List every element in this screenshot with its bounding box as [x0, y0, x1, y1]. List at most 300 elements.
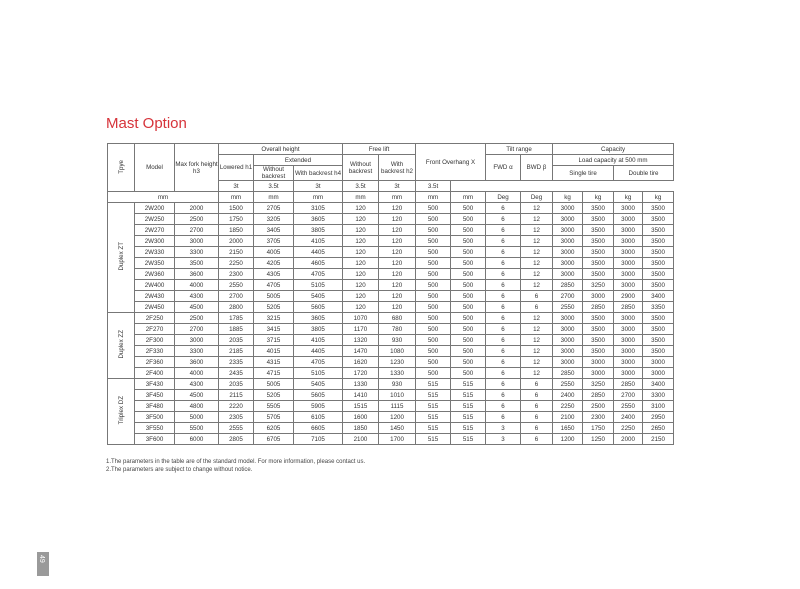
model-cell: 2W360 — [135, 269, 175, 280]
value-cell: 120 — [343, 236, 379, 247]
value-cell: 6 — [486, 368, 521, 379]
value-cell: 2850 — [553, 280, 583, 291]
table-row — [108, 390, 674, 401]
value-cell: 2300 — [583, 412, 614, 423]
value-cell: 5605 — [294, 390, 343, 401]
value-cell: 2550 — [553, 379, 583, 390]
value-cell: 3600 — [175, 357, 219, 368]
value-cell: 500 — [416, 280, 451, 291]
table-row — [108, 357, 674, 368]
value-cell: 3000 — [643, 357, 674, 368]
value-cell: 3500 — [175, 258, 219, 269]
value-cell: 500 — [451, 313, 486, 324]
value-cell: 120 — [379, 291, 416, 302]
value-cell: 6 — [521, 401, 553, 412]
model-cell: 2W330 — [135, 247, 175, 258]
value-cell: 2850 — [614, 302, 643, 313]
header-free-lift: Free lift — [343, 144, 416, 155]
value-cell: 6205 — [254, 423, 294, 434]
value-cell: 1450 — [379, 423, 416, 434]
value-cell: 2650 — [643, 423, 674, 434]
value-cell: 4405 — [294, 247, 343, 258]
unit-cell: mm — [379, 192, 416, 203]
table-row — [108, 203, 674, 214]
value-cell: 6 — [486, 280, 521, 291]
value-cell: 2150 — [643, 434, 674, 445]
value-cell: 4705 — [254, 280, 294, 291]
header-overhang-3t: 3t — [219, 181, 254, 192]
table-row — [108, 423, 674, 434]
value-cell: 3250 — [583, 379, 614, 390]
value-cell: 6 — [521, 390, 553, 401]
value-cell: 5405 — [294, 291, 343, 302]
value-cell: 12 — [521, 313, 553, 324]
value-cell: 2220 — [219, 401, 254, 412]
value-cell: 6 — [486, 302, 521, 313]
value-cell: 3300 — [643, 390, 674, 401]
value-cell: 12 — [521, 368, 553, 379]
value-cell: 515 — [451, 390, 486, 401]
value-cell: 2305 — [219, 412, 254, 423]
value-cell: 3500 — [643, 280, 674, 291]
value-cell: 500 — [451, 225, 486, 236]
model-cell: 2F330 — [135, 346, 175, 357]
value-cell: 2250 — [614, 423, 643, 434]
value-cell: 515 — [416, 423, 451, 434]
value-cell: 120 — [343, 247, 379, 258]
value-cell: 3000 — [614, 247, 643, 258]
value-cell: 500 — [451, 368, 486, 379]
value-cell: 4800 — [175, 401, 219, 412]
header-max-fork-height: Max fork height h3 — [175, 144, 219, 192]
unit-cell: mm — [343, 192, 379, 203]
value-cell: 2700 — [175, 324, 219, 335]
value-cell: 3000 — [614, 346, 643, 357]
footnote: 2.The parameters are subject to change without notice. — [106, 467, 253, 473]
header-single-35t: 3.5t — [343, 181, 379, 192]
value-cell: 12 — [521, 203, 553, 214]
value-cell: 4405 — [294, 346, 343, 357]
value-cell: 500 — [416, 236, 451, 247]
header-single-3t: 3t — [294, 181, 343, 192]
header-single-tire: Single tire — [553, 166, 614, 181]
value-cell: 3500 — [583, 247, 614, 258]
header-free-lift-with-backrest: With backrest h2 — [379, 155, 416, 181]
value-cell: 120 — [379, 302, 416, 313]
model-cell: 2F400 — [135, 368, 175, 379]
value-cell: 3715 — [254, 335, 294, 346]
value-cell: 3500 — [643, 258, 674, 269]
value-cell: 2150 — [219, 247, 254, 258]
value-cell: 6 — [486, 324, 521, 335]
value-cell: 500 — [451, 280, 486, 291]
value-cell: 120 — [343, 214, 379, 225]
value-cell: 500 — [416, 225, 451, 236]
value-cell: 3000 — [553, 236, 583, 247]
value-cell: 500 — [451, 291, 486, 302]
value-cell: 4605 — [294, 258, 343, 269]
value-cell: 2115 — [219, 390, 254, 401]
value-cell: 2035 — [219, 379, 254, 390]
value-cell: 1885 — [219, 324, 254, 335]
value-cell: 3000 — [583, 368, 614, 379]
value-cell: 1320 — [343, 335, 379, 346]
value-cell: 4300 — [175, 291, 219, 302]
value-cell: 7105 — [294, 434, 343, 445]
value-cell: 500 — [416, 357, 451, 368]
value-cell: 1200 — [379, 412, 416, 423]
value-cell: 500 — [451, 247, 486, 258]
value-cell: 1070 — [343, 313, 379, 324]
value-cell: 6 — [521, 412, 553, 423]
value-cell: 3000 — [614, 313, 643, 324]
header-double-tire: Double tire — [614, 166, 674, 181]
value-cell: 515 — [451, 412, 486, 423]
table-row — [108, 302, 674, 313]
value-cell: 5000 — [175, 412, 219, 423]
value-cell: 2500 — [175, 313, 219, 324]
value-cell: 2700 — [614, 390, 643, 401]
header-model: Model — [135, 144, 175, 192]
value-cell: 12 — [521, 247, 553, 258]
value-cell: 1720 — [343, 368, 379, 379]
model-cell: 2W400 — [135, 280, 175, 291]
value-cell: 1750 — [219, 214, 254, 225]
value-cell: 2950 — [643, 412, 674, 423]
value-cell: 4205 — [254, 258, 294, 269]
value-cell: 2400 — [553, 390, 583, 401]
value-cell: 3500 — [643, 225, 674, 236]
model-cell: 2W350 — [135, 258, 175, 269]
value-cell: 6705 — [254, 434, 294, 445]
value-cell: 1850 — [343, 423, 379, 434]
value-cell: 3605 — [294, 214, 343, 225]
value-cell: 1010 — [379, 390, 416, 401]
value-cell: 500 — [416, 214, 451, 225]
value-cell: 2000 — [219, 236, 254, 247]
value-cell: 2000 — [175, 203, 219, 214]
unit-cell: kg — [643, 192, 674, 203]
table-row — [108, 346, 674, 357]
value-cell: 2100 — [343, 434, 379, 445]
value-cell: 3500 — [643, 247, 674, 258]
value-cell: 3000 — [614, 280, 643, 291]
model-cell: 2F360 — [135, 357, 175, 368]
value-cell: 515 — [416, 412, 451, 423]
value-cell: 3000 — [553, 214, 583, 225]
value-cell: 2550 — [219, 280, 254, 291]
value-cell: 2300 — [219, 269, 254, 280]
value-cell: 3000 — [553, 346, 583, 357]
value-cell: 5500 — [175, 423, 219, 434]
value-cell: 12 — [521, 346, 553, 357]
value-cell: 3500 — [643, 324, 674, 335]
value-cell: 680 — [379, 313, 416, 324]
model-cell: 2W430 — [135, 291, 175, 302]
value-cell: 3000 — [553, 269, 583, 280]
value-cell: 12 — [521, 225, 553, 236]
value-cell: 3000 — [614, 269, 643, 280]
value-cell: 2700 — [553, 291, 583, 302]
value-cell: 2850 — [583, 390, 614, 401]
value-cell: 2700 — [175, 225, 219, 236]
model-cell: 2F250 — [135, 313, 175, 324]
unit-cell: Deg — [521, 192, 553, 203]
model-cell: 2W270 — [135, 225, 175, 236]
header-overall-height: Overall height — [219, 144, 343, 155]
value-cell: 2035 — [219, 335, 254, 346]
header-type: Tpye — [108, 144, 135, 192]
value-cell: 2700 — [219, 291, 254, 302]
value-cell: 2400 — [614, 412, 643, 423]
value-cell: 3000 — [175, 335, 219, 346]
value-cell: 3500 — [583, 335, 614, 346]
unit-cell: kg — [583, 192, 614, 203]
value-cell: 5005 — [254, 379, 294, 390]
value-cell: 3205 — [254, 214, 294, 225]
value-cell: 120 — [379, 280, 416, 291]
value-cell: 6 — [486, 214, 521, 225]
value-cell: 500 — [416, 203, 451, 214]
value-cell: 500 — [451, 324, 486, 335]
header-tilt-range: Tilt range — [486, 144, 553, 155]
page-title: Mast Option — [106, 115, 187, 132]
table-row — [108, 258, 674, 269]
value-cell: 120 — [379, 247, 416, 258]
value-cell: 1470 — [343, 346, 379, 357]
value-cell: 1515 — [343, 401, 379, 412]
value-cell: 6 — [486, 247, 521, 258]
value-cell: 4105 — [294, 335, 343, 346]
value-cell: 3000 — [614, 357, 643, 368]
table-row — [108, 412, 674, 423]
model-cell: 2F300 — [135, 335, 175, 346]
value-cell: 500 — [416, 346, 451, 357]
value-cell: 3000 — [614, 236, 643, 247]
value-cell: 3500 — [583, 225, 614, 236]
value-cell: 1410 — [343, 390, 379, 401]
value-cell: 515 — [451, 401, 486, 412]
value-cell: 3500 — [643, 313, 674, 324]
model-cell: 2W450 — [135, 302, 175, 313]
value-cell: 6 — [486, 203, 521, 214]
value-cell: 4005 — [254, 247, 294, 258]
value-cell: 3000 — [614, 335, 643, 346]
value-cell: 12 — [521, 214, 553, 225]
value-cell: 6 — [486, 291, 521, 302]
model-cell: 3F480 — [135, 401, 175, 412]
value-cell: 3000 — [175, 236, 219, 247]
value-cell: 500 — [451, 346, 486, 357]
value-cell: 500 — [451, 258, 486, 269]
value-cell: 2500 — [175, 214, 219, 225]
value-cell: 3500 — [583, 236, 614, 247]
header-capacity: Capacity — [553, 144, 674, 155]
value-cell: 12 — [521, 258, 553, 269]
value-cell: 5705 — [254, 412, 294, 423]
value-cell: 5405 — [294, 379, 343, 390]
value-cell: 3000 — [614, 324, 643, 335]
value-cell: 5105 — [294, 368, 343, 379]
value-cell: 4315 — [254, 357, 294, 368]
unit-cell: mm — [254, 192, 294, 203]
value-cell: 2550 — [614, 401, 643, 412]
value-cell: 4705 — [294, 269, 343, 280]
value-cell: 120 — [379, 214, 416, 225]
value-cell: 2850 — [583, 302, 614, 313]
value-cell: 3000 — [583, 357, 614, 368]
value-cell: 500 — [416, 324, 451, 335]
header-front-overhang: Front Overhang X — [416, 144, 486, 181]
value-cell: 2100 — [553, 412, 583, 423]
value-cell: 3500 — [583, 214, 614, 225]
footnotes — [106, 458, 365, 474]
value-cell: 1250 — [583, 434, 614, 445]
value-cell: 500 — [416, 302, 451, 313]
value-cell: 3400 — [643, 291, 674, 302]
value-cell: 2705 — [254, 203, 294, 214]
value-cell: 3405 — [254, 225, 294, 236]
table-row — [108, 434, 674, 445]
value-cell: 4000 — [175, 368, 219, 379]
unit-cell: mm — [108, 192, 219, 203]
model-cell: 3F430 — [135, 379, 175, 390]
table-row — [108, 368, 674, 379]
value-cell: 3000 — [553, 313, 583, 324]
value-cell: 3400 — [643, 379, 674, 390]
header-overhang-35t: 3.5t — [254, 181, 294, 192]
type-cell: Triplex DZ — [108, 379, 135, 445]
header-load-capacity: Load capacity at 500 mm — [553, 155, 674, 166]
value-cell: 5605 — [294, 302, 343, 313]
model-cell: 3F600 — [135, 434, 175, 445]
unit-cell: mm — [294, 192, 343, 203]
value-cell: 12 — [521, 324, 553, 335]
value-cell: 4105 — [294, 236, 343, 247]
value-cell: 120 — [379, 236, 416, 247]
value-cell: 4000 — [175, 280, 219, 291]
value-cell: 3500 — [643, 236, 674, 247]
value-cell: 6 — [486, 269, 521, 280]
value-cell: 4500 — [175, 302, 219, 313]
value-cell: 500 — [451, 203, 486, 214]
value-cell: 3000 — [553, 324, 583, 335]
value-cell: 3500 — [643, 214, 674, 225]
value-cell: 120 — [343, 203, 379, 214]
value-cell: 3415 — [254, 324, 294, 335]
table-row — [108, 379, 674, 390]
header-double-3t: 3t — [379, 181, 416, 192]
value-cell: 1170 — [343, 324, 379, 335]
model-cell: 3F450 — [135, 390, 175, 401]
value-cell: 3500 — [583, 324, 614, 335]
footnote: 1.The parameters in the table are of the standard model. For more information, please contact us. — [106, 459, 366, 465]
table-row — [108, 291, 674, 302]
value-cell: 3500 — [643, 335, 674, 346]
header-free-lift-without-backrest: Without backrest — [343, 155, 379, 181]
value-cell: 2185 — [219, 346, 254, 357]
model-cell: 3F500 — [135, 412, 175, 423]
value-cell: 500 — [416, 291, 451, 302]
value-cell: 2900 — [614, 291, 643, 302]
value-cell: 120 — [379, 203, 416, 214]
value-cell: 120 — [379, 269, 416, 280]
header-bwd: BWD β — [521, 155, 553, 181]
value-cell: 4305 — [254, 269, 294, 280]
table-row — [108, 401, 674, 412]
table-row — [108, 324, 674, 335]
value-cell: 6 — [486, 346, 521, 357]
value-cell: 3 — [486, 434, 521, 445]
value-cell: 3500 — [643, 346, 674, 357]
mast-option-table — [107, 143, 674, 445]
value-cell: 500 — [451, 236, 486, 247]
value-cell: 3500 — [583, 203, 614, 214]
value-cell: 780 — [379, 324, 416, 335]
value-cell: 120 — [379, 225, 416, 236]
value-cell: 500 — [416, 313, 451, 324]
value-cell: 500 — [416, 335, 451, 346]
table-row — [108, 236, 674, 247]
value-cell: 3605 — [294, 313, 343, 324]
value-cell: 500 — [451, 357, 486, 368]
value-cell: 930 — [379, 335, 416, 346]
table-row — [108, 269, 674, 280]
table-row — [108, 214, 674, 225]
value-cell: 3300 — [175, 247, 219, 258]
value-cell: 6000 — [175, 434, 219, 445]
value-cell: 12 — [521, 280, 553, 291]
unit-cell: mm — [416, 192, 451, 203]
value-cell: 3500 — [583, 258, 614, 269]
value-cell: 12 — [521, 357, 553, 368]
value-cell: 5205 — [254, 390, 294, 401]
value-cell: 3000 — [553, 247, 583, 258]
value-cell: 515 — [416, 434, 451, 445]
value-cell: 6605 — [294, 423, 343, 434]
value-cell: 3000 — [643, 368, 674, 379]
value-cell: 6 — [486, 390, 521, 401]
header-fwd: FWD α — [486, 155, 521, 181]
value-cell: 515 — [416, 379, 451, 390]
value-cell: 3805 — [294, 225, 343, 236]
value-cell: 12 — [521, 269, 553, 280]
value-cell: 4500 — [175, 390, 219, 401]
value-cell: 3500 — [583, 313, 614, 324]
value-cell: 3500 — [643, 269, 674, 280]
value-cell: 120 — [343, 291, 379, 302]
unit-cell: Deg — [486, 192, 521, 203]
value-cell: 5505 — [254, 401, 294, 412]
value-cell: 120 — [343, 269, 379, 280]
value-cell: 3500 — [583, 269, 614, 280]
value-cell: 5105 — [294, 280, 343, 291]
value-cell: 4715 — [254, 368, 294, 379]
value-cell: 4300 — [175, 379, 219, 390]
value-cell: 500 — [416, 269, 451, 280]
unit-cell: mm — [219, 192, 254, 203]
value-cell: 3350 — [643, 302, 674, 313]
model-cell: 2W300 — [135, 236, 175, 247]
page-number: 49 — [38, 555, 45, 563]
value-cell: 500 — [451, 269, 486, 280]
value-cell: 6 — [486, 335, 521, 346]
value-cell: 4705 — [294, 357, 343, 368]
value-cell: 3805 — [294, 324, 343, 335]
page-number-tab — [37, 552, 49, 576]
value-cell: 1330 — [379, 368, 416, 379]
value-cell: 6 — [486, 225, 521, 236]
